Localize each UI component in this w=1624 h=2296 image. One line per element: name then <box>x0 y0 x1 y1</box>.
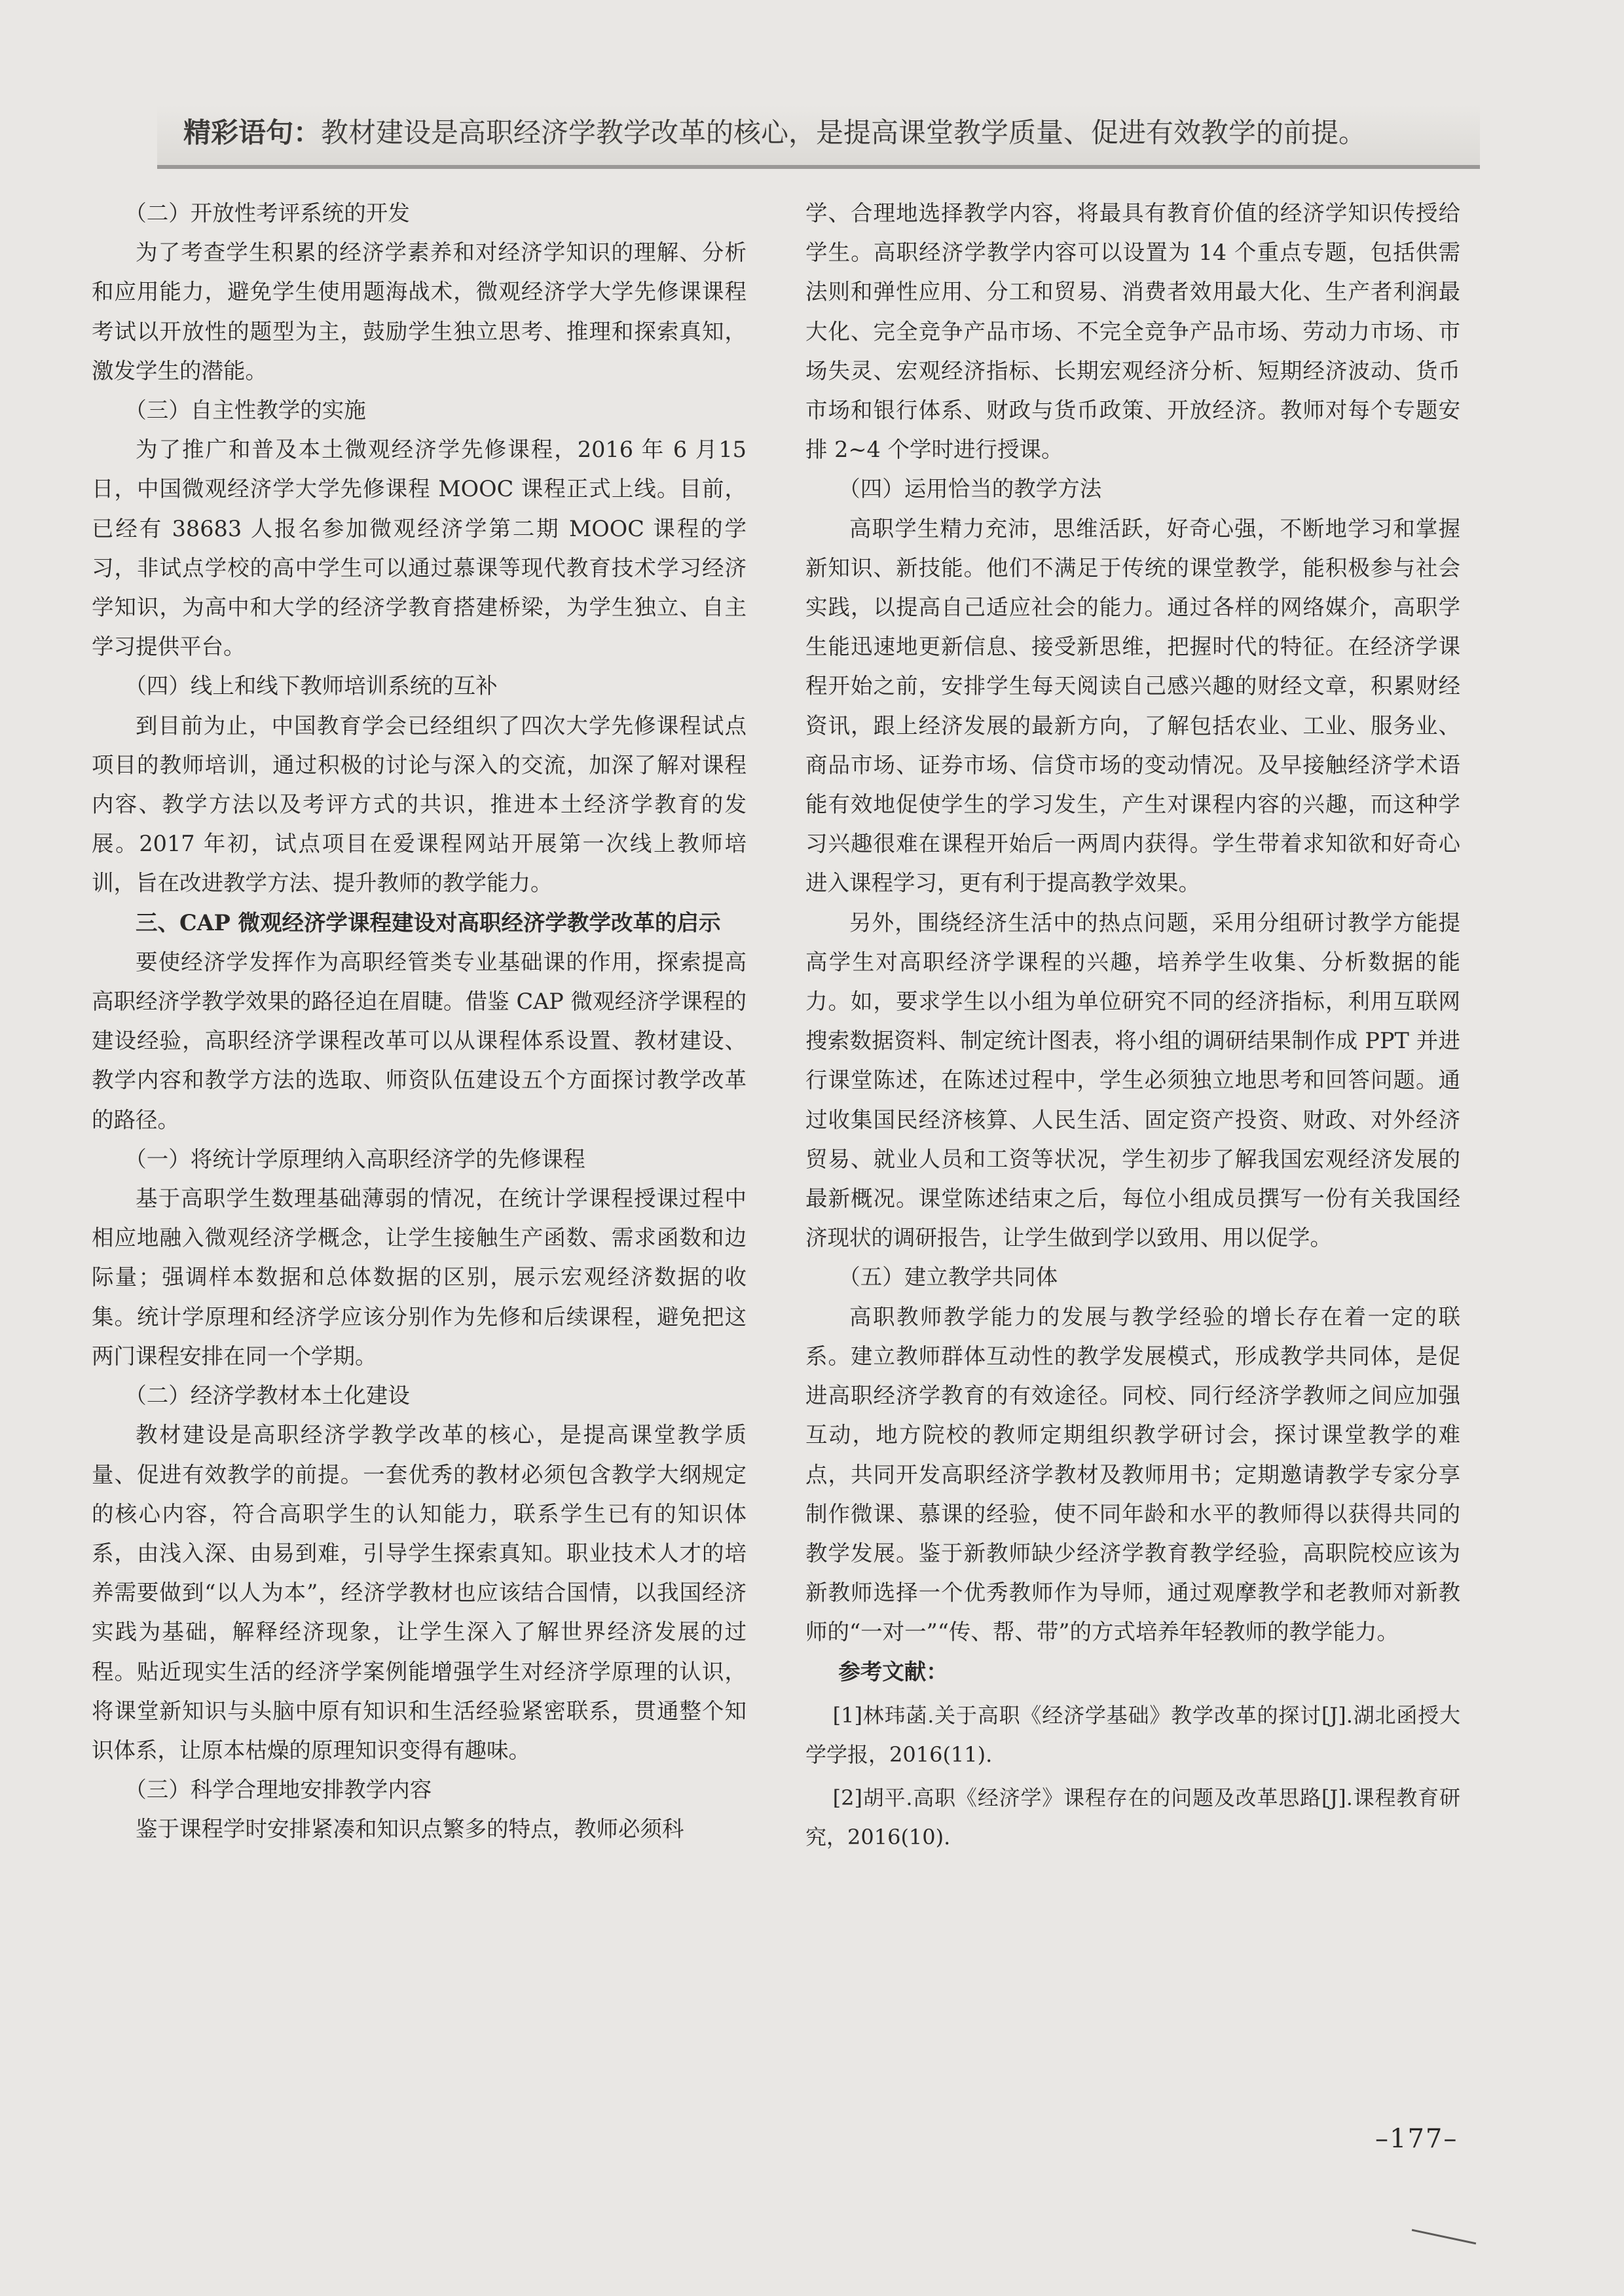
section-heading: （三）自主性教学的实施 <box>124 397 366 424</box>
part-heading: 三、CAP 微观经济学课程建设对高职经济学教学改革的启示 <box>136 909 721 936</box>
section-heading: （二）经济学教材本土化建设 <box>124 1383 410 1409</box>
section-heading: （三）科学合理地安排教学内容 <box>124 1777 432 1803</box>
scan-mark <box>1412 2229 1476 2245</box>
highlight-quote <box>183 114 1366 152</box>
paragraph: 高职教师教学能力的发展与教学经验的增长存在着一定的联系。建立教师群体互动性的教学发展模式，形成教学共同体，是促进高职经济学教育的有效途径。同校、同行经济学教师之间应加强互动，地方院校的教师定期组织教学研讨会，探讨课堂教学的难点，共同开发高职经济学教材及教师用书；定期邀请教学专家分享制作微课、慕课的经验，使不同年龄和水平的教师得以获得共同的教学发展。鉴于新教师缺少经济学教育教学经验，高职院校应该为新教师选择一个优秀教师作为导师，通过观摩教学和老教师对新教师的“一对一”“传、帮、带”的方式培养年轻教师的教学能力。 <box>805 1303 1460 1645</box>
paragraph: 到目前为止，中国教育学会已经组织了四次大学先修课程试点项目的教师培训，通过积极的讨论与深入的交流，加深了解对课程内容、教学方法以及考评方式的共识，推进本土经济学教育的发展。2017 年初，试点项目在爱课程网站开展第一次线上教师培训，旨在改进教学方法、提升教师的教学能力。 <box>92 712 747 896</box>
section-heading: （二）开放性考评系统的开发 <box>124 200 410 226</box>
paragraph: 鉴于课程学时安排紧凑和知识点繁多的特点，教师必须科 <box>136 1816 684 1842</box>
paragraph: 为了考查学生积累的经济学素养和对经济学知识的理解、分析和应用能力，避免学生使用题海战术，微观经济学大学先修课课程考试以开放性的题型为主，鼓励学生独立思考、推理和探索真知，激发学生的潜能。 <box>92 240 747 384</box>
section-heading: （一）将统计学原理纳入高职经济学的先修课程 <box>124 1146 585 1172</box>
highlight-banner <box>157 105 1480 169</box>
highlight-label: 精彩语句： <box>183 117 322 149</box>
highlight-text: 教材建设是高职经济学教学改革的核心，是提高课堂教学质量、促进有效教学的前提。 <box>321 117 1367 149</box>
reference-item: [1]林玮菡.关于高职《经济学基础》教学改革的探讨[J].湖北函授大学学报，2016(11). <box>805 1702 1460 1767</box>
paragraph-continued: 学、合理地选择教学内容，将最具有教育价值的经济学知识传授给学生。高职经济学教学内容可以设置为 14 个重点专题，包括供需法则和弹性应用、分工和贸易、消费者效用最大化、生产者利润最大化、完全竞争产品市场、不完全竞争产品市场、劳动力市场、市场失灵、宏观经济指标、长期宏观经济分析、短期经济波动、货币市场和银行体系、财政与货币政策、开放经济。教师对每个专题安排 2~4 个学时进行授课。 <box>805 200 1460 463</box>
paragraph: 另外，围绕经济生活中的热点问题，采用分组研讨教学方能提高学生对高职经济学课程的兴趣，培养学生收集、分析数据的能力。如，要求学生以小组为单位研究不同的经济指标，利用互联网搜索数据资料、制定统计图表，将小组的调研结果制作成 PPT 并进行课堂陈述，在陈述过程中，学生必须独立地思考和回答问题。通过收集国民经济核算、人民生活、固定资产投资、财政、对外经济贸易、就业人员和工资等状况，学生初步了解我国宏观经济发展的最新概况。课堂陈述结束之后，每位小组成员撰写一份有关我国经济现状的调研报告，让学生做到学以致用、用以促学。 <box>805 909 1460 1251</box>
reference-item: [2]胡平.高职《经济学》课程存在的问题及改革思路[J].课程教育研究，2016(10). <box>805 1785 1460 1850</box>
right-column <box>805 194 1460 1857</box>
section-heading: （四）运用恰当的教学方法 <box>838 476 1102 502</box>
paragraph: 要使经济学发挥作为高职经管类专业基础课的作用，探索提高高职经济学教学效果的路径迫在眉睫。借鉴 CAP 微观经济学课程的建设经验，高职经济学课程改革可以从课程体系设置、教材建设、教学内容和教学方法的选取、师资队伍建设五个方面探讨教学改革的路径。 <box>92 949 747 1133</box>
paragraph: 高职学生精力充沛，思维活跃，好奇心强，不断地学习和掌握新知识、新技能。他们不满足于传统的课堂教学，能积极参与社会实践，以提高自己适应社会的能力。通过各样的网络媒介，高职学生能迅速地更新信息、接受新思维，把握时代的特征。在经济学课程开始之前，安排学生每天阅读自己感兴趣的财经文章，积累财经资讯，跟上经济发展的最新方向，了解包括农业、工业、服务业、商品市场、证券市场、信贷市场的变动情况。及早接触经济学术语能有效地促使学生的学习发生，产生对课程内容的兴趣，而这种学习兴趣很难在课程开始后一两周内获得。学生带着求知欲和好奇心进入课程学习，更有利于提高教学效果。 <box>805 515 1460 896</box>
section-heading: （五）建立教学共同体 <box>838 1264 1058 1290</box>
paragraph: 基于高职学生数理基础薄弱的情况，在统计学课程授课过程中相应地融入微观经济学概念，让学生接触生产函数、需求函数和边际量；强调样本数据和总体数据的区别，展示宏观经济数据的收集。统计学原理和经济学应该分别作为先修和后续课程，避免把这两门课程安排在同一个学期。 <box>92 1186 747 1369</box>
references-title: 参考文献： <box>838 1658 948 1685</box>
section-heading: （四）线上和线下教师培训系统的互补 <box>124 673 498 699</box>
paragraph: 为了推广和普及本土微观经济学先修课程，2016 年 6 月15 日，中国微观经济学大学先修课程 MOOC 课程正式上线。目前，已经有 38683 人报名参加微观经济学第二期 MOOC 课程的学习，非试点学校的高中学生可以通过慕课等现代教育技术学习经济学知识，为高中和大学的经济学教育搭建桥梁，为学生独立、自主学习提供平台。 <box>92 437 747 660</box>
left-column <box>92 194 747 1850</box>
paragraph: 教材建设是高职经济学教学改革的核心，是提高课堂教学质量、促进有效教学的前提。一套优秀的教材必须包含教学大纲规定的核心内容，符合高职学生的认知能力，联系学生已有的知识体系，由浅入深、由易到难，引导学生探索真知。职业技术人才的培养需要做到“以人为本”，经济学教材也应该结合国情，以我国经济实践为基础，解释经济现象，让学生深入了解世界经济发展的过程。贴近现实生活的经济学案例能增强学生对经济学原理的认识，将课堂新知识与头脑中原有知识和生活经验紧密联系，贯通整个知识体系，让原本枯燥的原理知识变得有趣味。 <box>92 1422 747 1763</box>
page-number: –177– <box>1375 2124 1458 2154</box>
